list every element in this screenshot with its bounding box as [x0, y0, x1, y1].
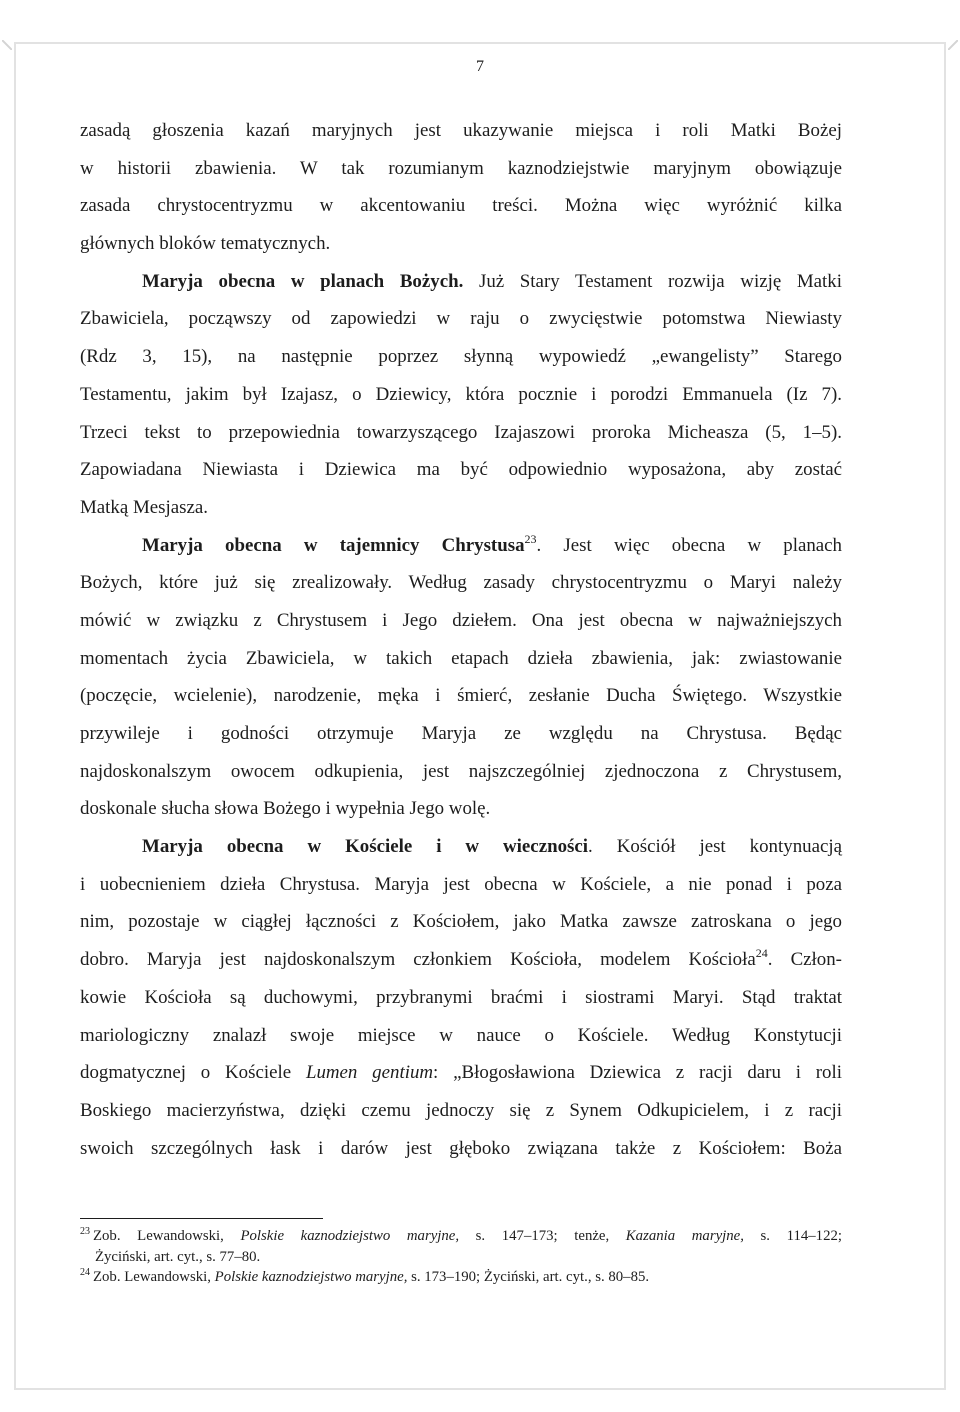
- footnote-23: $^{23}$ Zob. Lewandowski, Polskie kaznodziejstwo maryjne, s. 147–173; tenże, Kazania maryjne, s. 114–122;: [80, 1226, 842, 1244]
- frame-border-left: [14, 42, 16, 1390]
- section-heading: Maryja obecna w planach Bożych.: [142, 270, 464, 292]
- text-line: kowie Kościoła są duchowymi, przybranymi braćmi i siostrami Maryi. Stąd traktat: [80, 986, 842, 1008]
- text-line: zasada chrystocentryzmu w akcentowaniu treści. Można więc wyróżnić kilka: [80, 195, 842, 217]
- corner-ornament-icon: [948, 40, 958, 50]
- text-line: głównych bloków tematycznych.: [80, 233, 331, 255]
- text-line: mariologiczny znalazł swoje miejsce w nauce o Kościele. Według Konstytucji: [80, 1024, 842, 1046]
- text-line: momentach życia Zbawiciela, w takich etapach dzieła zbawienia, jak: zwiastowanie: [80, 647, 842, 669]
- section-heading: Maryja obecna w Kościele i w wieczności: [142, 836, 589, 858]
- text-line: swoich szczególnych łask i darów jest głęboko związana także z Kościołem: Boża: [80, 1137, 842, 1159]
- text-line: Bożych, które już się zrealizowały. Według zasady chrystocentryzmu o Maryi należy: [80, 572, 842, 594]
- footnote-mark: 23: [80, 1226, 90, 1237]
- frame-border-bottom: [14, 1388, 946, 1390]
- text-line: Matką Mesjasza.: [80, 496, 208, 518]
- section-heading: Maryja obecna w tajemnicy Chrystusa: [142, 534, 525, 556]
- text-line: doskonale słucha słowa Bożego i wypełnia Jego wolę.: [80, 798, 491, 820]
- footnote-separator: [80, 1218, 323, 1219]
- text-line: i uobecnieniem dzieła Chrystusa. Maryja jest obecna w Kościele, a nie ponad i poza: [80, 873, 842, 895]
- text-line: w historii zbawienia. W tak rozumianym kaznodziejstwie maryjnym obowiązuje: [80, 157, 842, 179]
- text-line: Boskiego macierzyństwa, dzięki czemu jednoczy się z Synem Odkupicielem, i z racji: [80, 1099, 842, 1121]
- text-line: zasadą głoszenia kazań maryjnych jest ukazywanie miejsca i roli Matki Bożej: [80, 120, 842, 141]
- italic-title: Lumen gentium: [305, 1062, 434, 1084]
- text-line: najdoskonalszym owocem odkupienia, jest najszczególniej zjednoczona z Chrystusem,: [80, 760, 842, 782]
- footnote-23-continuation: Życiński, art. cyt., s. 77–80.: [95, 1248, 261, 1265]
- body-text: [80, 112, 842, 1167]
- text-line: Maryja obecna w planach Bożych. Już Stary Testament rozwija wizję Matki: [142, 270, 842, 292]
- footnote-ref: 24: [755, 946, 768, 961]
- text-line: Zbawiciela, począwszy od zapowiedzi w raju o zwycięstwie potomstwa Niewiasty: [80, 308, 842, 330]
- text-line: (Rdz 3, 15), na następnie poprzez słynną wypowiedź „ewangelisty” Starego: [80, 346, 842, 368]
- text-line: przywileje i godności otrzymuje Maryja ze względu na Chrystusa. Będąc: [80, 723, 842, 744]
- footnote-ref: 23: [524, 531, 537, 546]
- text-line: Trzeci tekst to przepowiednia towarzyszącego Izajaszowi proroka Micheasza (5, 1–5).: [80, 421, 842, 443]
- text-line: dogmatycznej o Kościele Lumen gentium: „Błogosławiona Dziewica z racji daru i roli: [80, 1062, 842, 1084]
- text-line: mówić w związku z Chrystusem i Jego dziełem. Ona jest obecna w najważniejszych: [80, 609, 842, 631]
- text-line: dobro. Maryja jest najdoskonalszym członkiem Kościoła, modelem Kościoła$^{24}$. Człon-: [80, 946, 842, 971]
- frame-border-right: [944, 42, 946, 1390]
- text-line: (poczęcie, wcielenie), narodzenie, męka i śmierć, zesłanie Ducha Świętego. Wszystkie: [80, 685, 842, 707]
- text-line: Maryja obecna w Kościele i w wieczności. Kościół jest kontynuacją: [142, 836, 842, 858]
- text-line: nim, pozostaje w ciągłej łączności z Kościołem, jako Matka zawsze zatroskana o jego: [80, 911, 842, 933]
- footnote-mark: 24: [80, 1267, 90, 1278]
- frame-border-top: [14, 42, 946, 44]
- text-line: Zapowiadana Niewiasta i Dziewica ma być odpowiednio wyposażona, aby zostać: [80, 459, 842, 481]
- footnote-24: $^{24}$ Zob. Lewandowski, Polskie kaznodziejstwo maryjne, s. 173–190; Życiński, art. cyt., s. 80–85.: [80, 1267, 650, 1285]
- footnotes: [80, 1226, 842, 1288]
- corner-ornament-icon: [2, 40, 12, 50]
- text-line: Maryja obecna w tajemnicy Chrystusa$^{23}$. Jest więc obecna w planach: [142, 531, 843, 556]
- page-number: 7: [476, 58, 484, 75]
- text-line: Testamentu, jakim był Izajasz, o Dziewicy, która pocznie i porodzi Emmanuela (Iz 7).: [80, 383, 842, 405]
